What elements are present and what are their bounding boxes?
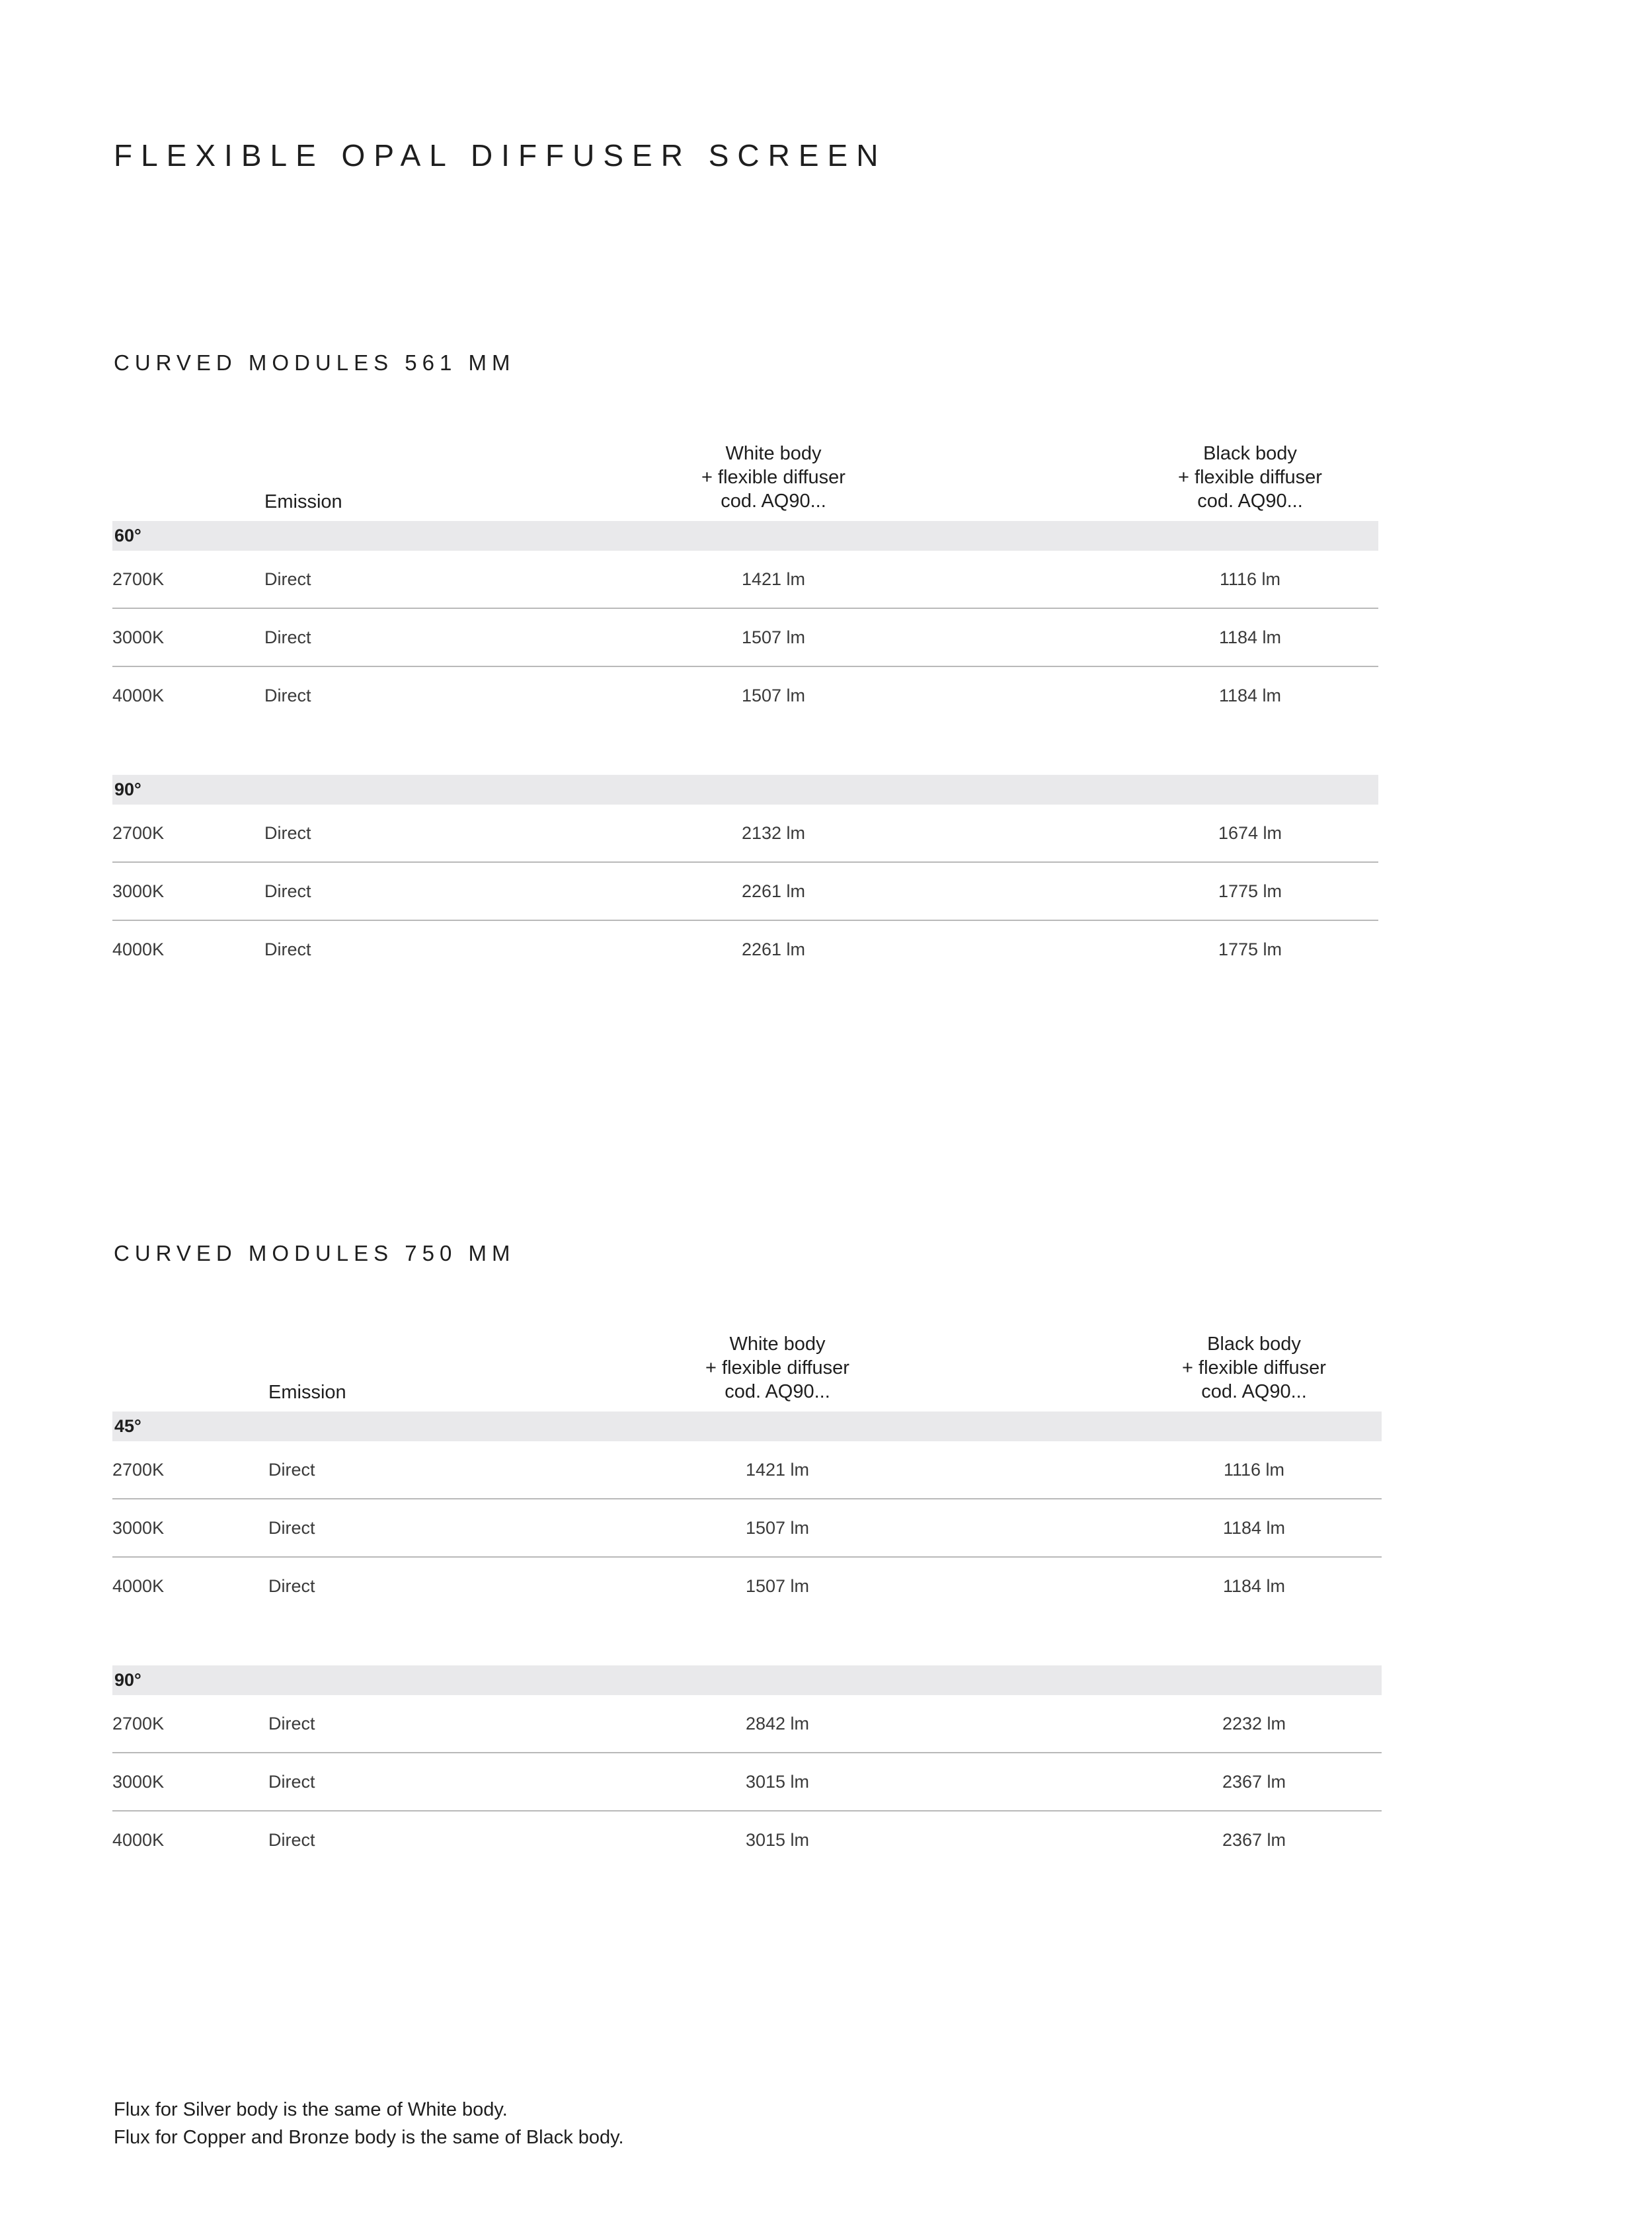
- cell-temperature: 2700K: [112, 569, 165, 589]
- header-black-body: Black body + flexible diffuser cod. AQ90...: [1178, 443, 1322, 512]
- cell-emission: Direct: [264, 569, 311, 589]
- table-row: [112, 609, 1378, 667]
- page-title: FLEXIBLE OPAL DIFFUSER SCREEN: [114, 138, 887, 173]
- cell-temperature: 2700K: [112, 823, 165, 843]
- section-title: CURVED MODULES 561 MM: [114, 350, 516, 375]
- cell-white-flux: 3015 lm: [745, 1830, 810, 1850]
- cell-black-flux: 1775 lm: [1218, 939, 1282, 959]
- cell-emission: Direct: [268, 1772, 315, 1792]
- table-header: [112, 443, 1378, 521]
- cell-emission: Direct: [268, 1518, 315, 1538]
- cell-emission: Direct: [264, 939, 311, 959]
- cell-black-flux: 1184 lm: [1218, 686, 1282, 705]
- cell-emission: Direct: [264, 686, 311, 705]
- section-title: CURVED MODULES 750 MM: [114, 1241, 516, 1265]
- cell-black-flux: 2232 lm: [1222, 1714, 1286, 1733]
- cell-temperature: 3000K: [112, 1518, 165, 1538]
- header-white-body: White body + flexible diffuser cod. AQ90...: [701, 443, 846, 512]
- header-emission: Emission: [268, 1382, 346, 1403]
- group-label: 45°: [112, 1412, 1382, 1441]
- footnotes: [114, 2096, 624, 2151]
- cell-black-flux: 1184 lm: [1222, 1576, 1286, 1596]
- table-row: [112, 1558, 1382, 1616]
- group-spacer: [112, 725, 1378, 775]
- table-row: [112, 863, 1378, 921]
- cell-temperature: 4000K: [112, 939, 165, 959]
- cell-emission: Direct: [264, 627, 311, 647]
- cell-temperature: 3000K: [112, 1772, 165, 1792]
- group-spacer: [112, 1616, 1382, 1665]
- cell-white-flux: 2132 lm: [741, 823, 806, 843]
- table-row: [112, 1499, 1382, 1558]
- cell-temperature: 4000K: [112, 686, 165, 705]
- cell-emission: Direct: [264, 823, 311, 843]
- cell-black-flux: 1184 lm: [1222, 1518, 1286, 1538]
- cell-black-flux: 1674 lm: [1218, 823, 1282, 843]
- table-row: [112, 667, 1378, 725]
- cell-black-flux: 2367 lm: [1222, 1830, 1286, 1850]
- table-row: [112, 1753, 1382, 1812]
- cell-emission: Direct: [268, 1460, 315, 1480]
- cell-white-flux: 1507 lm: [745, 1576, 810, 1596]
- cell-white-flux: 1421 lm: [741, 569, 806, 589]
- cell-white-flux: 1421 lm: [745, 1460, 810, 1480]
- cell-temperature: 3000K: [112, 881, 165, 901]
- cell-white-flux: 3015 lm: [745, 1772, 810, 1792]
- section-curved-750: [112, 1241, 1382, 1870]
- cell-white-flux: 2261 lm: [741, 939, 806, 959]
- cell-emission: Direct: [264, 881, 311, 901]
- cell-black-flux: 2367 lm: [1222, 1772, 1286, 1792]
- table-header: [112, 1334, 1382, 1412]
- table-row: [112, 921, 1378, 979]
- cell-white-flux: 1507 lm: [741, 627, 806, 647]
- group-label: 90°: [112, 1665, 1382, 1695]
- footnote-copper-bronze: Flux for Copper and Bronze body is the same of Black body.: [114, 2127, 624, 2148]
- table-row: [112, 1812, 1382, 1870]
- cell-black-flux: 1116 lm: [1219, 569, 1281, 589]
- cell-temperature: 4000K: [112, 1830, 165, 1850]
- cell-black-flux: 1116 lm: [1223, 1460, 1285, 1480]
- cell-white-flux: 1507 lm: [745, 1518, 810, 1538]
- cell-emission: Direct: [268, 1714, 315, 1733]
- header-black-body: Black body + flexible diffuser cod. AQ90...: [1182, 1334, 1326, 1402]
- table-row: [112, 1695, 1382, 1753]
- cell-black-flux: 1184 lm: [1218, 627, 1282, 647]
- cell-black-flux: 1775 lm: [1218, 881, 1282, 901]
- cell-emission: Direct: [268, 1576, 315, 1596]
- cell-temperature: 4000K: [112, 1576, 165, 1596]
- footnote-silver: Flux for Silver body is the same of White body.: [114, 2099, 508, 2120]
- cell-white-flux: 1507 lm: [741, 686, 806, 705]
- cell-temperature: 2700K: [112, 1714, 165, 1733]
- section-curved-561: [112, 350, 1378, 979]
- group-label: 90°: [112, 775, 1378, 805]
- cell-white-flux: 2842 lm: [745, 1714, 810, 1733]
- table-row: [112, 805, 1378, 863]
- cell-temperature: 2700K: [112, 1460, 165, 1480]
- cell-emission: Direct: [268, 1830, 315, 1850]
- header-white-body: White body + flexible diffuser cod. AQ90...: [705, 1334, 849, 1402]
- table-row: [112, 551, 1378, 609]
- table-row: [112, 1441, 1382, 1499]
- cell-white-flux: 2261 lm: [741, 881, 806, 901]
- header-emission: Emission: [264, 491, 342, 512]
- group-label: 60°: [112, 521, 1378, 551]
- cell-temperature: 3000K: [112, 627, 165, 647]
